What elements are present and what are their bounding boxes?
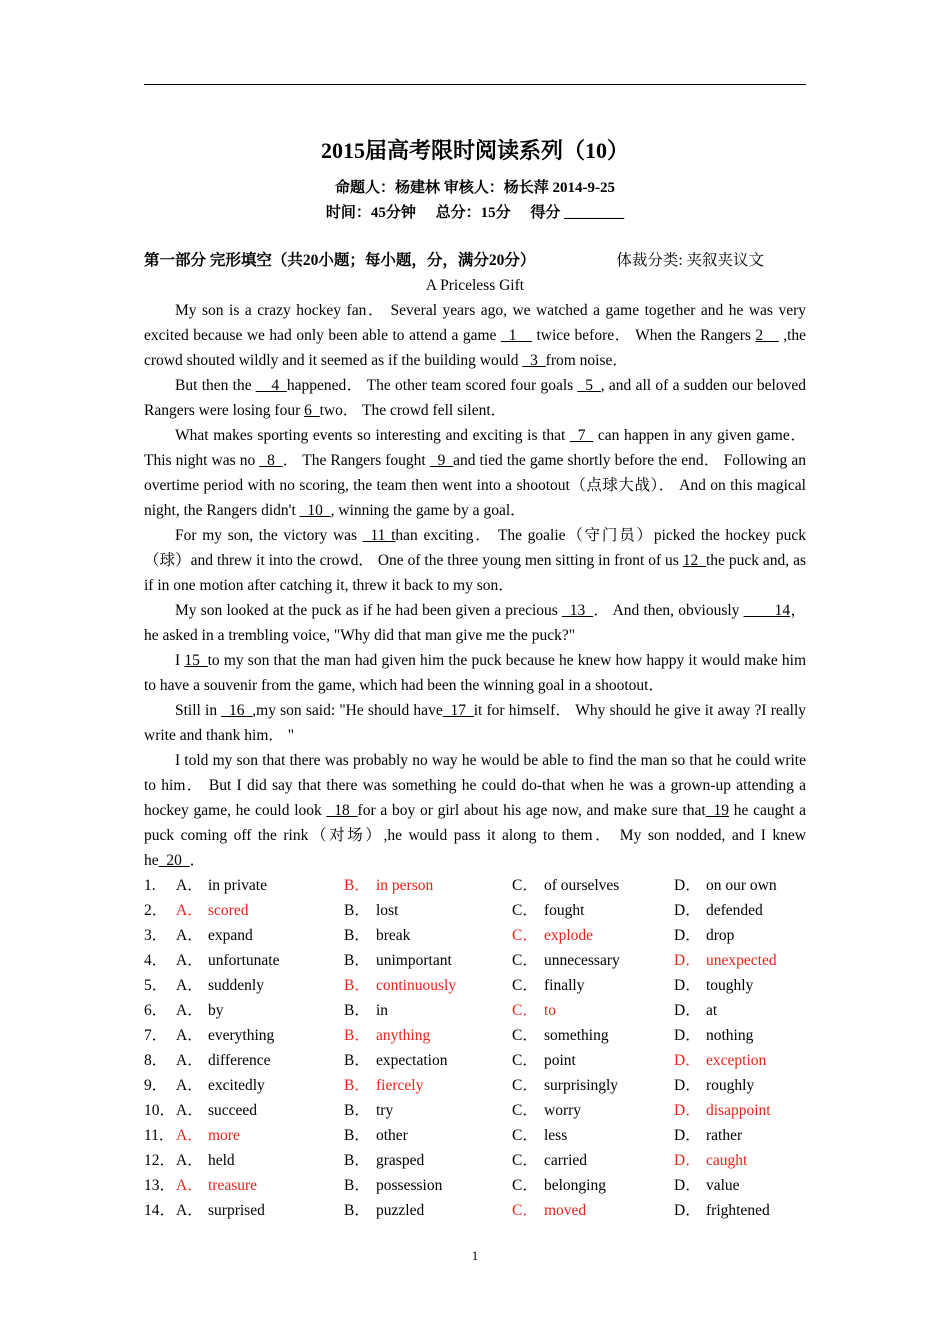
passage-paragraph (144, 748, 806, 873)
option-letter: D． (674, 1102, 701, 1119)
option-c (512, 1148, 674, 1173)
option-text: unimportant (376, 952, 452, 969)
option-letter: D． (674, 927, 701, 944)
cloze-blank: ____14 (743, 602, 791, 619)
passage-text: I (175, 652, 185, 669)
option-text: break (376, 927, 411, 944)
option-text: excitedly (208, 1077, 265, 1094)
story-title: A Priceless Gift (425, 277, 525, 294)
option-text: point (544, 1052, 576, 1069)
option-letter: B． (344, 1102, 370, 1119)
cloze-blank: _16_ (221, 702, 253, 719)
document-body (144, 248, 806, 1223)
option-letter: C． (512, 1127, 538, 1144)
option-b (344, 1098, 512, 1123)
option-d (674, 923, 804, 948)
option-a (176, 923, 344, 948)
passage (144, 298, 806, 873)
passage-text: What makes sporting events so interesting and exciting is that (175, 427, 570, 444)
time-limit: 时间：45分钟 (325, 205, 416, 221)
option-c (512, 898, 674, 923)
option-c (512, 1023, 674, 1048)
cloze-blank: _1__ (500, 327, 532, 344)
option-letter: B． (344, 877, 370, 894)
option-text: something (544, 1027, 609, 1044)
question-number: 11． (144, 1127, 175, 1144)
option-text: roughly (706, 1077, 755, 1094)
option-a (176, 1048, 344, 1073)
option-text: belonging (544, 1177, 606, 1194)
option-row (144, 1123, 806, 1148)
option-text: try (376, 1102, 394, 1119)
exam-info-line (0, 201, 950, 222)
option-row (144, 998, 806, 1023)
option-letter: C． (512, 1177, 538, 1194)
option-d (674, 1073, 804, 1098)
cloze-blank: _18_ (326, 802, 358, 819)
cloze-blank: 6_ (304, 402, 320, 419)
passage-text: ． (189, 852, 206, 869)
option-row (144, 1073, 806, 1098)
option-d (674, 873, 804, 898)
question-number: 7． (144, 1027, 168, 1044)
option-letter: C． (512, 952, 538, 969)
option-letter: D． (674, 1177, 701, 1194)
option-letter: A． (176, 1152, 203, 1169)
option-letter: D． (674, 1027, 701, 1044)
question-number: 4． (144, 952, 168, 969)
option-letter: D． (674, 1202, 701, 1219)
option-row (144, 898, 806, 923)
header-rule (144, 84, 806, 85)
option-c (512, 1098, 674, 1123)
question-number: 1. (144, 877, 156, 894)
cloze-blank: _7_ (569, 427, 594, 444)
option-letter: D． (674, 977, 701, 994)
option-text: finally (544, 977, 585, 994)
option-letter: B． (344, 1077, 370, 1094)
option-letter: C． (512, 877, 538, 894)
passage-paragraph (144, 373, 806, 423)
option-letter: D． (674, 1002, 701, 1019)
option-row (144, 1173, 806, 1198)
passage-text: from noise． (545, 352, 628, 369)
option-text: lost (376, 902, 399, 919)
passage-text: For my son, the victory was (175, 527, 363, 544)
option-letter: B． (344, 902, 370, 919)
passage-text: to my son that the man had given him the puck because he knew how happy it would make him to have a souvenir from the game, which had been the winning goal in a shootout． (144, 652, 806, 694)
option-text: treasure (208, 1177, 258, 1194)
option-letter: B． (344, 1002, 370, 1019)
passage-text: it for himself． Why should he give it away ?I really write and thank him． " (144, 702, 806, 744)
question-number: 12． (144, 1152, 176, 1169)
passage-text: the puck and, as if in one motion after catching it, threw it back to my son． (144, 552, 807, 594)
option-b (344, 923, 512, 948)
passage-text: ． And then, obviously (593, 602, 744, 619)
option-a (176, 948, 344, 973)
option-row (144, 1148, 806, 1173)
option-text: fought (544, 902, 585, 919)
option-b (344, 898, 512, 923)
option-text: caught (706, 1152, 748, 1169)
page-number: 1 (471, 1248, 479, 1263)
cloze-blank: _13_ (562, 602, 594, 619)
option-letter: C． (512, 1152, 538, 1169)
option-letter: C． (512, 1027, 538, 1044)
option-text: in (376, 1002, 389, 1019)
passage-text: My son looked at the puck as if he had been given a precious (175, 602, 563, 619)
option-b (344, 873, 512, 898)
question-number: 13． (144, 1177, 176, 1194)
option-letter: B． (344, 927, 370, 944)
option-text: in person (376, 877, 434, 894)
option-b (344, 1023, 512, 1048)
option-b (344, 1173, 512, 1198)
option-letter: A． (176, 927, 203, 944)
option-text: surprised (208, 1202, 265, 1219)
option-row (144, 873, 806, 898)
passage-text: I told my son that there was probably no way he would be able to find the man so that he could write to him． But I did say that there was something he could do-that when he was a grown-up attending a hockey game, he could look (144, 752, 806, 819)
cloze-blank: _8_ (259, 452, 283, 469)
option-text: suddenly (208, 977, 264, 994)
option-a (176, 1148, 344, 1173)
question-number: 14． (144, 1202, 176, 1219)
passage-text: can happen in any given game． This night was no (144, 427, 806, 469)
option-a (176, 1123, 344, 1148)
question-number: 5． (144, 977, 168, 994)
option-b (344, 1198, 512, 1223)
option-letter: A． (176, 1177, 203, 1194)
option-letter: B． (344, 1177, 370, 1194)
option-a (176, 873, 344, 898)
option-row (144, 1098, 806, 1123)
option-c (512, 873, 674, 898)
passage-paragraph (144, 523, 806, 598)
option-letter: D． (674, 902, 701, 919)
passage-text: ,my son said: "He should have (252, 702, 443, 719)
option-letter: B． (344, 952, 370, 969)
option-text: difference (208, 1052, 271, 1069)
option-text: toughly (706, 977, 754, 994)
option-letter: B． (344, 1027, 370, 1044)
option-d (674, 898, 804, 923)
question-number: 10． (144, 1102, 176, 1119)
passage-text: for a boy or girl about his age now, and make sure that (357, 802, 706, 819)
option-d (674, 1023, 804, 1048)
option-letter: C． (512, 1052, 538, 1069)
option-text: on our own (706, 877, 777, 894)
option-text: fiercely (376, 1077, 424, 1094)
option-text: to (544, 1002, 557, 1019)
page-title: 2015届高考限时阅读系列（10） (320, 138, 629, 163)
passage-text: he caught a puck coming off the rink（对场）,he would pass it along to them． My son nodded, and I knew he (144, 802, 807, 869)
passage-text: two． The crowd fell silent． (319, 402, 507, 419)
question-number: 2． (144, 902, 168, 919)
option-letter: A． (176, 902, 203, 919)
option-text: anything (376, 1027, 431, 1044)
option-d (674, 1173, 804, 1198)
section-header (144, 248, 806, 273)
option-a (176, 898, 344, 923)
cloze-blank: 2__ (755, 327, 779, 344)
option-text: succeed (208, 1102, 258, 1119)
option-letter: C． (512, 1002, 538, 1019)
passage-paragraph (144, 598, 806, 648)
passage-paragraph (144, 648, 806, 698)
option-a (176, 1073, 344, 1098)
passage-text: My son is a crazy hockey fan． Several years ago, we watched a game together and he was very excited because we had only been able to attend a game (144, 302, 806, 344)
option-c (512, 1073, 674, 1098)
option-text: at (706, 1002, 718, 1019)
option-letter: B． (344, 1052, 370, 1069)
option-text: frightened (706, 1202, 770, 1219)
option-text: rather (706, 1127, 743, 1144)
option-letter: C． (512, 1102, 538, 1119)
cloze-blank: 15_ (184, 652, 208, 669)
option-letter: B． (344, 977, 370, 994)
option-row (144, 1048, 806, 1073)
passage-text: But then the (175, 377, 256, 394)
option-letter: D． (674, 1052, 701, 1069)
option-d (674, 998, 804, 1023)
passage-text: and tied the game shortly before the end． Following an overtime period with no scoring, the team then went into a shootout（点球大战）． And on this magical night, the Rangers didn't (144, 452, 807, 519)
option-d (674, 1123, 804, 1148)
passage-text: Still in (175, 702, 222, 719)
option-b (344, 948, 512, 973)
cloze-blank: 12_ (682, 552, 706, 569)
option-text: expand (208, 927, 253, 944)
option-text: everything (208, 1027, 275, 1044)
option-text: scored (208, 902, 249, 919)
cloze-blank: _20_ (158, 852, 190, 869)
option-a (176, 1023, 344, 1048)
option-a (176, 973, 344, 998)
passage-text: ． The Rangers fought (282, 452, 430, 469)
genre-label: 体裁分类: 夹叙夹议文 (616, 252, 764, 269)
option-text: carried (544, 1152, 588, 1169)
question-number: 9． (144, 1077, 168, 1094)
option-c (512, 1198, 674, 1223)
option-letter: A． (176, 1077, 203, 1094)
option-d (674, 1198, 804, 1223)
option-a (176, 1098, 344, 1123)
option-text: other (376, 1127, 408, 1144)
option-a (176, 998, 344, 1023)
option-row (144, 1023, 806, 1048)
option-letter: A． (176, 952, 203, 969)
option-letter: C． (512, 1077, 538, 1094)
question-number: 8． (144, 1052, 168, 1069)
passage-paragraph (144, 423, 806, 523)
option-d (674, 1048, 804, 1073)
option-text: drop (706, 927, 735, 944)
option-letter: C． (512, 902, 538, 919)
option-letter: C． (512, 1202, 538, 1219)
option-text: less (544, 1127, 568, 1144)
option-row (144, 948, 806, 973)
option-text: unexpected (706, 952, 777, 969)
section-heading: 第一部分 完形填空（共20小题；每小题，分，满分20分） (144, 252, 536, 269)
option-b (344, 998, 512, 1023)
option-letter: D． (674, 1077, 701, 1094)
option-b (344, 973, 512, 998)
option-d (674, 1148, 804, 1173)
option-letter: B． (344, 1202, 370, 1219)
option-text: of ourselves (544, 877, 620, 894)
option-c (512, 1123, 674, 1148)
option-d (674, 973, 804, 998)
option-c (512, 998, 674, 1023)
option-text: unfortunate (208, 952, 280, 969)
option-letter: D． (674, 1127, 701, 1144)
passage-text: ,the crowd shouted wildly and it seemed as if the building would (144, 327, 806, 369)
option-text: disappoint (706, 1102, 771, 1119)
passage-text: twice before． When the Rangers (531, 327, 756, 344)
option-letter: D． (674, 952, 701, 969)
passage-text: ，he asked in a trembling voice, "Why did that man give me the puck?" (144, 602, 806, 644)
option-text: worry (544, 1102, 582, 1119)
option-text: grasped (376, 1152, 425, 1169)
option-b (344, 1148, 512, 1173)
option-text: value (706, 1177, 740, 1194)
option-text: by (208, 1002, 224, 1019)
passage-text: , winning the game by a goal． (330, 502, 526, 519)
option-b (344, 1073, 512, 1098)
cloze-blank: _11 t (362, 527, 396, 544)
option-d (674, 948, 804, 973)
option-row (144, 973, 806, 998)
passage-text: happened． The other team scored four goals (286, 377, 578, 394)
option-a (176, 1198, 344, 1223)
option-text: nothing (706, 1027, 754, 1044)
option-letter: A． (176, 1027, 203, 1044)
passage-text: , and all of a sudden our beloved Rangers were losing four (144, 377, 806, 419)
passage-text: han exciting． The goalie（守门员）picked the hockey puck（球）and threw it into the crowd． One of the three young men sitting in front of us (144, 527, 806, 569)
options-list (144, 873, 806, 1223)
option-letter: A． (176, 1002, 203, 1019)
option-text: moved (544, 1202, 587, 1219)
passage-paragraph (144, 698, 806, 748)
option-letter: D． (674, 1152, 701, 1169)
option-row (144, 1198, 806, 1223)
option-c (512, 1173, 674, 1198)
option-b (344, 1048, 512, 1073)
option-letter: B． (344, 1152, 370, 1169)
cloze-blank: __4_ (255, 377, 287, 394)
option-letter: D． (674, 877, 701, 894)
option-text: more (208, 1127, 240, 1144)
cloze-blank: _3_ (522, 352, 546, 369)
total-score: 总分：15分 (435, 205, 511, 221)
option-text: possession (376, 1177, 443, 1194)
cloze-blank: _5_ (577, 377, 601, 394)
option-text: exception (706, 1052, 767, 1069)
option-c (512, 948, 674, 973)
option-c (512, 1048, 674, 1073)
option-text: surprisingly (544, 1077, 619, 1094)
cloze-blank: _19 (705, 802, 729, 819)
option-text: continuously (376, 977, 457, 994)
option-letter: C． (512, 927, 538, 944)
option-c (512, 973, 674, 998)
option-letter: A． (176, 1102, 203, 1119)
option-letter: A． (176, 1127, 203, 1144)
option-b (344, 1123, 512, 1148)
option-text: held (208, 1152, 235, 1169)
option-letter: C． (512, 977, 538, 994)
authors-line: 命题人：杨建林 审核人：杨长萍 2014-9-25 (335, 180, 615, 196)
option-text: in private (208, 877, 267, 894)
question-number: 3． (144, 927, 168, 944)
option-letter: B． (344, 1127, 370, 1144)
option-text: expectation (376, 1052, 448, 1069)
option-letter: A． (176, 877, 203, 894)
option-text: explode (544, 927, 594, 944)
option-text: unnecessary (544, 952, 620, 969)
cloze-blank: _9_ (429, 452, 454, 469)
cloze-blank: _17_ (442, 702, 474, 719)
option-text: defended (706, 902, 763, 919)
option-c (512, 923, 674, 948)
option-a (176, 1173, 344, 1198)
option-letter: A． (176, 1202, 203, 1219)
score-field: 得分 ________ (530, 205, 625, 221)
cloze-blank: _10_ (299, 502, 331, 519)
option-d (674, 1098, 804, 1123)
option-row (144, 923, 806, 948)
question-number: 6． (144, 1002, 168, 1019)
option-letter: A． (176, 1052, 203, 1069)
passage-paragraph (144, 298, 806, 373)
option-letter: A． (176, 977, 203, 994)
option-text: puzzled (376, 1202, 425, 1219)
